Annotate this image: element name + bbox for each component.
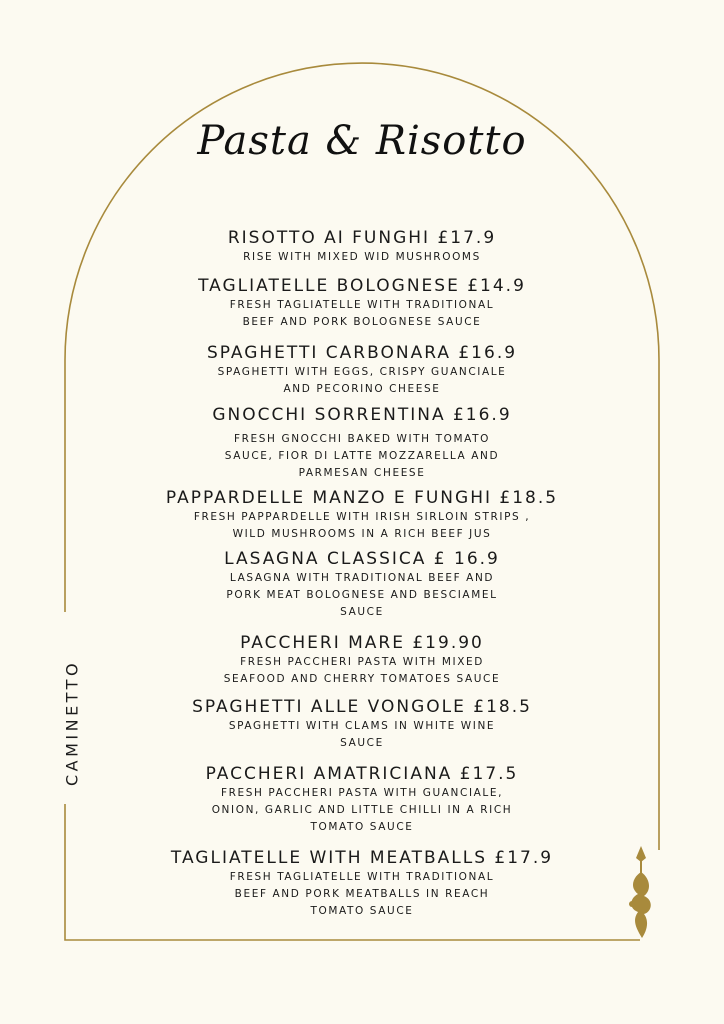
page-title: Pasta & Risotto bbox=[197, 118, 527, 164]
desc-line: SAUCE, FIOR DI LATTE MOZZARELLA AND bbox=[224, 450, 500, 462]
menu-item-desc bbox=[110, 509, 614, 543]
menu-item-name: PAPPARDELLE MANZO E FUNGHI £18.5 bbox=[165, 488, 559, 508]
desc-line: SAUCE bbox=[340, 737, 384, 749]
desc-line: ONION, GARLIC AND LITTLE CHILLI IN A RICH bbox=[211, 804, 513, 816]
menu-item-name: SPAGHETTI CARBONARA £16.9 bbox=[206, 343, 518, 363]
desc-line: BEEF AND PORK BOLOGNESE SAUCE bbox=[242, 316, 482, 328]
desc-line: FRESH PAPPARDELLE WITH IRISH SIRLOIN STRIPS , bbox=[193, 511, 531, 523]
desc-line: RISE WITH MIXED WID MUSHROOMS bbox=[243, 251, 481, 263]
menu-item-desc bbox=[110, 249, 614, 266]
desc-line: TOMATO SAUCE bbox=[310, 905, 414, 917]
menu-item-desc bbox=[110, 654, 614, 688]
menu-item-desc bbox=[110, 431, 614, 482]
desc-line: FRESH TAGLIATELLE WITH TRADITIONAL bbox=[229, 871, 495, 883]
menu-item-desc bbox=[110, 869, 614, 920]
desc-line: SAUCE bbox=[340, 606, 384, 618]
menu-item bbox=[110, 404, 614, 482]
desc-line: SPAGHETTI WITH EGGS, CRISPY GUANCIALE bbox=[217, 366, 507, 378]
menu-item-desc bbox=[110, 570, 614, 621]
menu-item-name: SPAGHETTI ALLE VONGOLE £18.5 bbox=[192, 697, 532, 717]
desc-line: FRESH PACCHERI PASTA WITH GUANCIALE, bbox=[220, 787, 504, 799]
desc-line: SEAFOOD AND CHERRY TOMATOES SAUCE bbox=[223, 673, 501, 685]
menu-item-name: PACCHERI MARE £19.90 bbox=[240, 633, 484, 653]
menu-item bbox=[110, 487, 614, 543]
menu-item-name: TAGLIATELLE BOLOGNESE £14.9 bbox=[198, 276, 526, 296]
menu-item bbox=[110, 763, 614, 836]
desc-line: TOMATO SAUCE bbox=[310, 821, 414, 833]
menu-item-desc bbox=[110, 297, 614, 331]
menu-item bbox=[110, 847, 614, 920]
desc-line: AND PECORINO CHEESE bbox=[283, 383, 441, 395]
menu-item-name: RISOTTO AI FUNGHI £17.9 bbox=[227, 228, 497, 248]
ornament-icon bbox=[629, 846, 651, 938]
menu-item-name: GNOCCHI SORRENTINA £16.9 bbox=[212, 405, 512, 425]
desc-line: SPAGHETTI WITH CLAMS IN WHITE WINE bbox=[228, 720, 496, 732]
desc-line: FRESH PACCHERI PASTA WITH MIXED bbox=[240, 656, 484, 668]
desc-line: FRESH GNOCCHI BAKED WITH TOMATO bbox=[234, 433, 490, 445]
desc-line: PORK MEAT BOLOGNESE AND BESCIAMEL bbox=[226, 589, 498, 601]
brand-name: CAMINETTO bbox=[62, 659, 82, 787]
desc-line: WILD MUSHROOMS IN A RICH BEEF JUS bbox=[232, 528, 492, 540]
desc-line: LASAGNA WITH TRADITIONAL BEEF AND bbox=[229, 572, 495, 584]
menu-item-name: TAGLIATELLE WITH MEATBALLS £17.9 bbox=[170, 848, 554, 868]
menu-item-name: PACCHERI AMATRICIANA £17.5 bbox=[205, 764, 519, 784]
menu-item bbox=[110, 227, 614, 266]
menu-item bbox=[110, 696, 614, 752]
desc-line: PARMESAN CHEESE bbox=[298, 467, 426, 479]
desc-line: BEEF AND PORK MEATBALLS IN REACH bbox=[234, 888, 490, 900]
desc-line: FRESH TAGLIATELLE WITH TRADITIONAL bbox=[229, 299, 495, 311]
menu-item-desc bbox=[110, 785, 614, 836]
menu-item bbox=[110, 275, 614, 331]
menu-item bbox=[110, 342, 614, 398]
menu-item bbox=[110, 548, 614, 621]
menu-item-name: LASAGNA CLASSICA £ 16.9 bbox=[224, 549, 500, 569]
menu-item-desc bbox=[110, 718, 614, 752]
menu-item-desc bbox=[110, 364, 614, 398]
menu-item bbox=[110, 632, 614, 688]
